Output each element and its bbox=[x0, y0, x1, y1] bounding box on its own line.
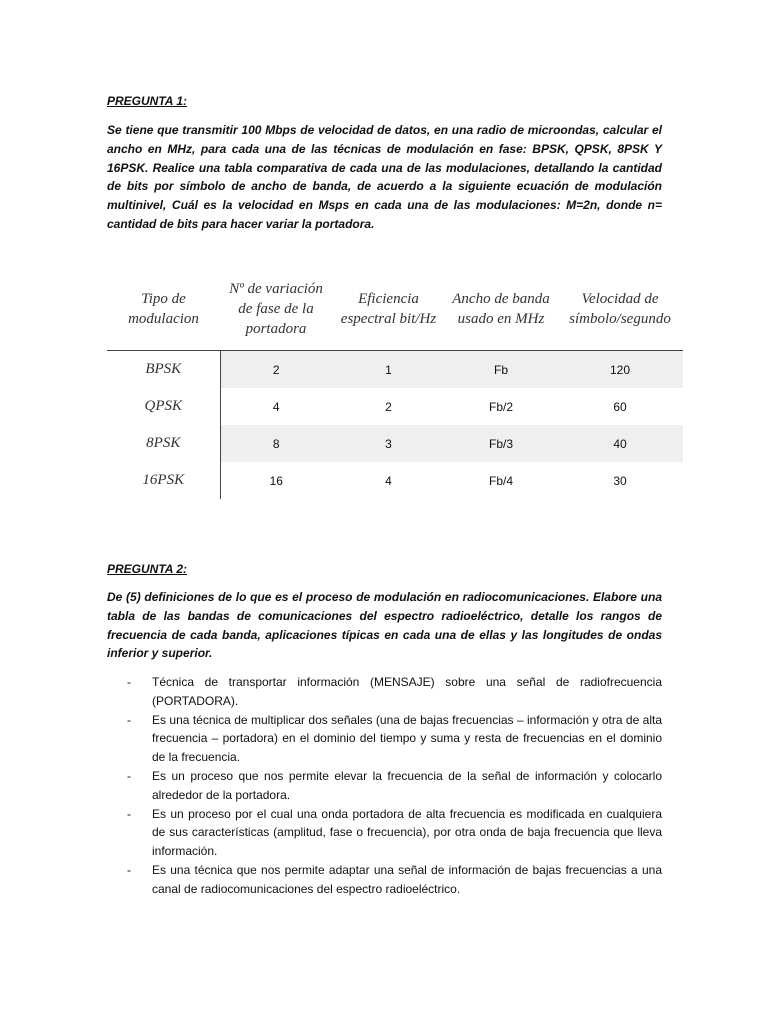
row-symbol-rate: 120 bbox=[557, 351, 683, 389]
row-bandwidth: Fb/4 bbox=[488, 473, 513, 488]
table-header-row bbox=[107, 268, 683, 351]
row-spectral-efficiency: 1 bbox=[332, 351, 445, 389]
row-modulation-type: 8PSK bbox=[107, 425, 220, 462]
row-bandwidth: Fb/2 bbox=[488, 399, 513, 414]
row-symbol-rate: 60 bbox=[613, 399, 627, 414]
list-item bbox=[107, 711, 662, 767]
bullet-dash: - bbox=[127, 768, 131, 783]
row-spectral-efficiency: 2 bbox=[385, 399, 392, 414]
row-symbol-rate: 40 bbox=[557, 425, 683, 462]
row-phase-variations: 4 bbox=[272, 399, 280, 414]
row-bandwidth: Fb bbox=[445, 351, 557, 389]
row-modulation-type: BPSK bbox=[107, 351, 220, 389]
header-symbol-rate: Velocidad de símbolo/segundo bbox=[557, 268, 683, 351]
header-phase-variations: Nº de variación de fase de la portadora bbox=[220, 268, 332, 351]
definitions-list bbox=[107, 673, 662, 899]
list-item bbox=[107, 767, 662, 805]
header-spectral-efficiency: Eficiencia espectral bit/Hz bbox=[332, 268, 445, 351]
modulation-table bbox=[107, 268, 683, 499]
table-row bbox=[107, 425, 683, 462]
header-bandwidth: Ancho de banda usado en MHz bbox=[445, 268, 557, 351]
list-item-text: Técnica de transportar información (MENSAJE) sobre una señal de radiofrecuencia (PORTADORA). bbox=[152, 675, 662, 708]
question-2-title: PREGUNTA 2: bbox=[107, 562, 188, 576]
table-row bbox=[107, 462, 683, 499]
header-modulation-type: Tipo de modulacion bbox=[107, 268, 220, 351]
row-phase-variations: 8 bbox=[220, 425, 332, 462]
table-row bbox=[107, 388, 683, 425]
list-item bbox=[107, 673, 662, 711]
list-item-text: Es un proceso que nos permite elevar la frecuencia de la señal de información y colocarlo alrededor de la portadora. bbox=[152, 768, 662, 802]
row-modulation-type: 16PSK bbox=[107, 462, 220, 499]
list-item-text: Es una técnica que nos permite adaptar una señal de información de bajas frecuencias a una canal de radiocomunicaciones del espectro radioeléctrico. bbox=[152, 862, 662, 896]
table-row bbox=[107, 351, 683, 389]
question-2-text: De (5) definiciones de lo que es el proceso de modulación en radiocomunicaciones. Elabore una tabla de las bandas de comunicaciones del espectro radioeléctrico, detalle los rangos de frecuencia de cada banda, aplicaciones típicas en cada una de ellas y las longitudes de ondas inferior y superior. bbox=[107, 590, 662, 661]
bullet-dash: - bbox=[127, 712, 131, 727]
row-modulation-type: QPSK bbox=[107, 388, 220, 425]
question-1-text: Se tiene que transmitir 100 Mbps de velocidad de datos, en una radio de microondas, calcular el ancho en MHz, para cada una de las técnicas de modulación en fase: BPSK, QPSK, 8PSK Y 16PSK. Realice una tabla comparativa de cada una de las modulaciones, detallando la cantidad de bits por símbolo de ancho de banda, de acuerdo a la siguiente ecuación de modulación multinivel, Cuál es la velocidad en Msps en cada una de las modulaciones: M=2n, donde n= cantidad de bits para hacer variar la portadora. bbox=[107, 123, 662, 231]
row-spectral-efficiency: 3 bbox=[332, 425, 445, 462]
bullet-dash: - bbox=[127, 806, 131, 821]
bullet-dash: - bbox=[127, 675, 131, 689]
list-item bbox=[107, 805, 662, 861]
list-item-text: Es un proceso por el cual una onda portadora de alta frecuencia es modificada en cualquiera de sus características (amplitud, fase o frecuencia), por otra onda de baja frecuencia que lleva información. bbox=[152, 806, 662, 859]
row-bandwidth: Fb/3 bbox=[445, 425, 557, 462]
bullet-dash: - bbox=[127, 862, 131, 877]
row-spectral-efficiency: 4 bbox=[385, 473, 392, 488]
question-1-title: PREGUNTA 1: bbox=[107, 94, 188, 108]
row-phase-variations: 16 bbox=[269, 473, 283, 488]
list-item-text: Es una técnica de multiplicar dos señales (una de bajas frecuencias – información y otra de alta frecuencia – portadora) en el dominio del tiempo y suma y resta de frecuencias en el dominio de la frecuencia. bbox=[152, 712, 662, 765]
row-phase-variations: 2 bbox=[220, 351, 332, 389]
list-item bbox=[107, 861, 662, 899]
row-symbol-rate: 30 bbox=[613, 473, 627, 488]
